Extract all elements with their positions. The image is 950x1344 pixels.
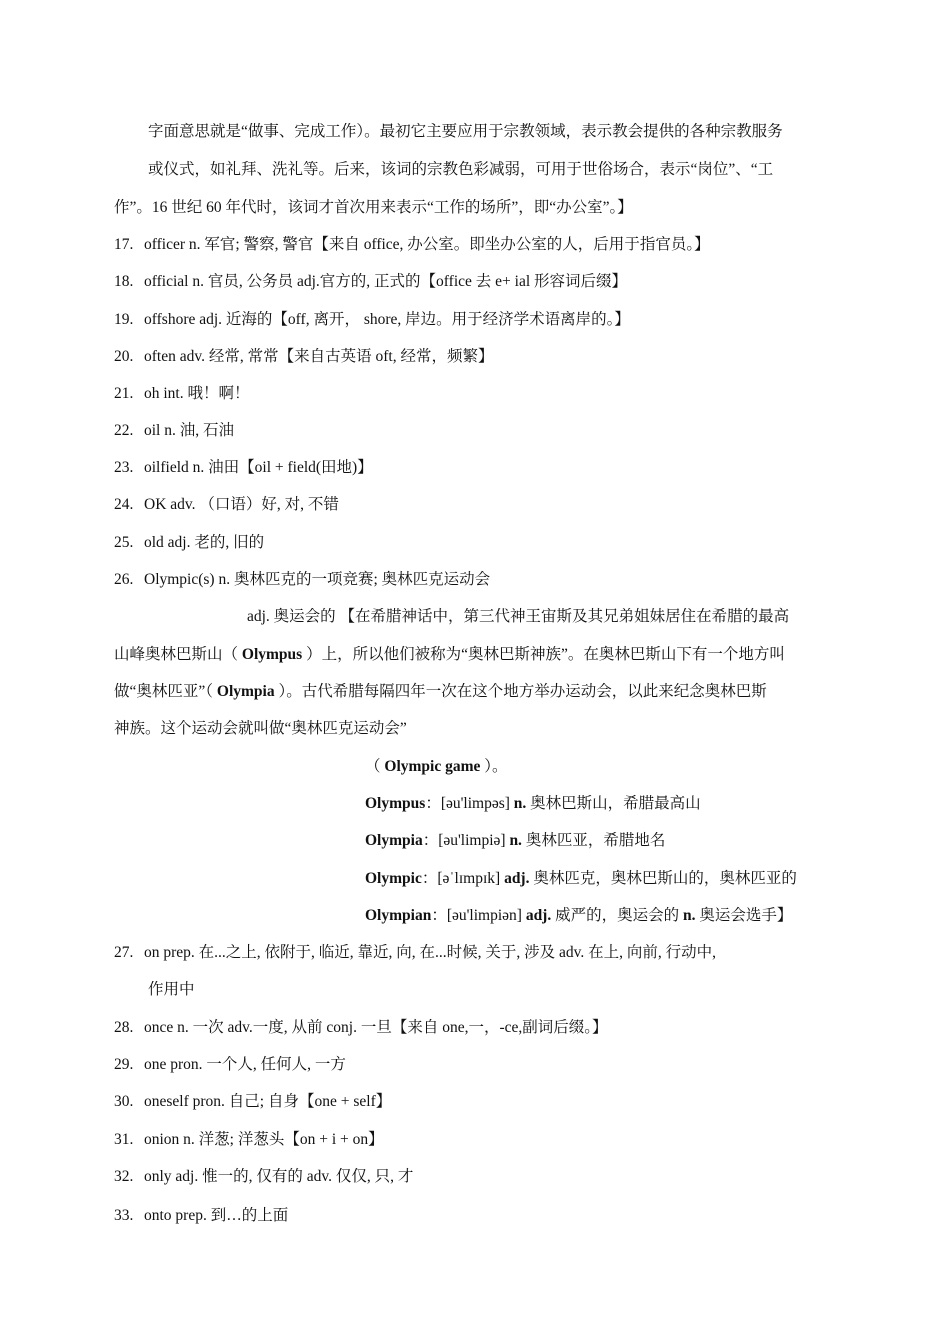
entry-officer [114,235,710,255]
entry-on [114,943,716,963]
text-segment: 山峰奥林巴斯山（ [114,646,242,663]
phonetic: ：[əˈlɪmpɪk] [421,870,505,887]
definition: 奥运会选手】 [695,907,793,924]
entry-often [114,347,493,367]
entry-text: onion n. 洋葱; 洋葱头【on + i + on】 [144,1131,384,1148]
olympic-game-line [365,757,508,777]
entry-oneself [114,1092,391,1112]
entry-onto [114,1206,288,1226]
phonetic: ：[əu'limpiə] [422,832,510,849]
entry-text: oilfield n. 油田【oil + field(田地)】 [144,459,373,476]
word-olympus [365,794,701,814]
definition: 奥林匹克，奥林巴斯山的，奥林匹亚的 [529,870,797,887]
headword: Olympus [365,795,426,812]
entry-ok [114,495,339,515]
entry-number: 26. [114,571,134,588]
part-of-speech: n. [683,907,696,924]
entry-text: oh int. 哦！啊！ [144,385,250,402]
text-segment: ）上，所以他们被称为“奥林巴斯神族”。在奥林巴斯山下有一个地方叫 [302,646,785,663]
text-segment: ）。古代希腊每隔四年一次在这个地方举办运动会，以此来纪念奥林巴斯 [274,683,767,700]
entry-text: onto prep. 到…的上面 [144,1207,289,1224]
entry-oil [114,421,234,441]
entry-olympics [114,570,490,590]
entry-text: offshore adj. 近海的【off, 离开， shore, 岸边。用于经济学术语离岸的。】 [144,311,630,328]
entry-number: 32. [114,1168,134,1185]
entry-offshore [114,310,630,330]
entry-onion [114,1130,384,1150]
entry-number: 28. [114,1019,134,1036]
entry-oilfield [114,458,373,478]
entry-number: 22. [114,422,134,439]
olympic-etymology-line-3 [114,682,767,702]
olympic-etymology-line-4: 神族。这个运动会就叫做“奥林匹克运动会” [114,720,407,737]
entry-number: 29. [114,1056,134,1073]
word-olympian [365,906,792,926]
entry-oh [114,384,250,404]
word-olympic [365,869,797,889]
part-of-speech: n. [509,832,522,849]
entry-number: 23. [114,459,134,476]
entry-number: 31. [114,1131,134,1148]
entry-text: officer n. 军官; 警察, 警官【来自 office, 办公室。即坐办公室的人，后用于指官员。】 [144,236,710,253]
bold-term: Olympus [241,646,303,663]
entry-once [114,1018,608,1038]
entry-number: 21. [114,385,134,402]
entry-only [114,1167,413,1187]
headword: Olympian [365,907,432,924]
entry-number: 17. [114,236,134,253]
entry-number: 33. [114,1207,134,1224]
entry-text: often adv. 经常, 常常【来自古英语 oft, 经常，频繁】 [144,348,494,365]
entry-number: 25. [114,534,134,551]
entry-on-continued: 作用中 [148,981,195,998]
entry-text: Olympic(s) n. 奥林匹克的一项竞赛; 奥林匹克运动会 [144,571,491,588]
entry-text: only adj. 惟一的, 仅有的 adv. 仅仅, 只, 才 [144,1168,414,1185]
entry-old [114,533,264,553]
entry-text: once n. 一次 adv.一度, 从前 conj. 一旦【来自 one,一，-ce,副词后缀。】 [144,1019,608,1036]
entry-text: official n. 官员, 公务员 adj.官方的, 正式的【office 去 e+ ial 形容词后缀】 [144,273,628,290]
bold-term: Olympic game [384,758,481,775]
entry-number: 24. [114,496,134,513]
intro-line-1: 字面意思就是“做事、完成工作）。最初它主要应用于宗教领域，表示教会提供的各种宗教服务 [148,123,783,140]
headword: Olympia [365,832,423,849]
entry-number: 30. [114,1093,134,1110]
phonetic: ：[əu'limpəs] [425,795,514,812]
entry-official [114,272,627,292]
part-of-speech: adj. [504,870,530,887]
entry-number: 27. [114,944,134,961]
entry-number: 18. [114,273,134,290]
olympic-adj-line: adj. 奥运会的 【在希腊神话中，第三代神王宙斯及其兄弟姐妹居住在希腊的最高 [247,608,790,625]
part-of-speech: n. [513,795,527,812]
definition: 威严的，奥运会的 [551,907,683,924]
word-olympia [365,831,665,851]
entry-number: 19. [114,311,134,328]
text-segment: 做“奥林匹亚”（ [114,683,217,700]
definition: 奥林匹亚，希腊地名 [521,832,666,849]
entry-text: oneself pron. 自己; 自身【one + self】 [144,1093,392,1110]
entry-text: oil n. 油, 石油 [144,422,234,439]
intro-line-3: 作”。16 世纪 60 年代时，该词才首次用来表示“工作的场所”，即“办公室”。】 [114,199,633,216]
entry-text: old adj. 老的, 旧的 [144,534,265,551]
phonetic: ：[əu'limpiən] [431,907,526,924]
olympic-etymology-line-2 [114,645,785,665]
entry-text: on prep. 在...之上, 依附于, 临近, 靠近, 向, 在...时候, 关于, 涉及 adv. 在上, 向前, 行动中, [144,944,717,961]
entry-number: 20. [114,348,134,365]
headword: Olympic [365,870,422,887]
definition: 奥林巴斯山，希腊最高山 [526,795,701,812]
text-segment: （ [365,758,385,775]
text-segment: ）。 [480,758,508,775]
entry-text: one pron. 一个人, 任何人, 一方 [144,1056,346,1073]
intro-line-2: 或仪式，如礼拜、洗礼等。后来，该词的宗教色彩减弱，可用于世俗场合，表示“岗位”、“工 [148,161,774,178]
entry-one [114,1055,346,1075]
bold-term: Olympia [216,683,275,700]
entry-text: OK adv. （口语）好, 对, 不错 [144,496,339,513]
part-of-speech: adj. [525,907,552,924]
